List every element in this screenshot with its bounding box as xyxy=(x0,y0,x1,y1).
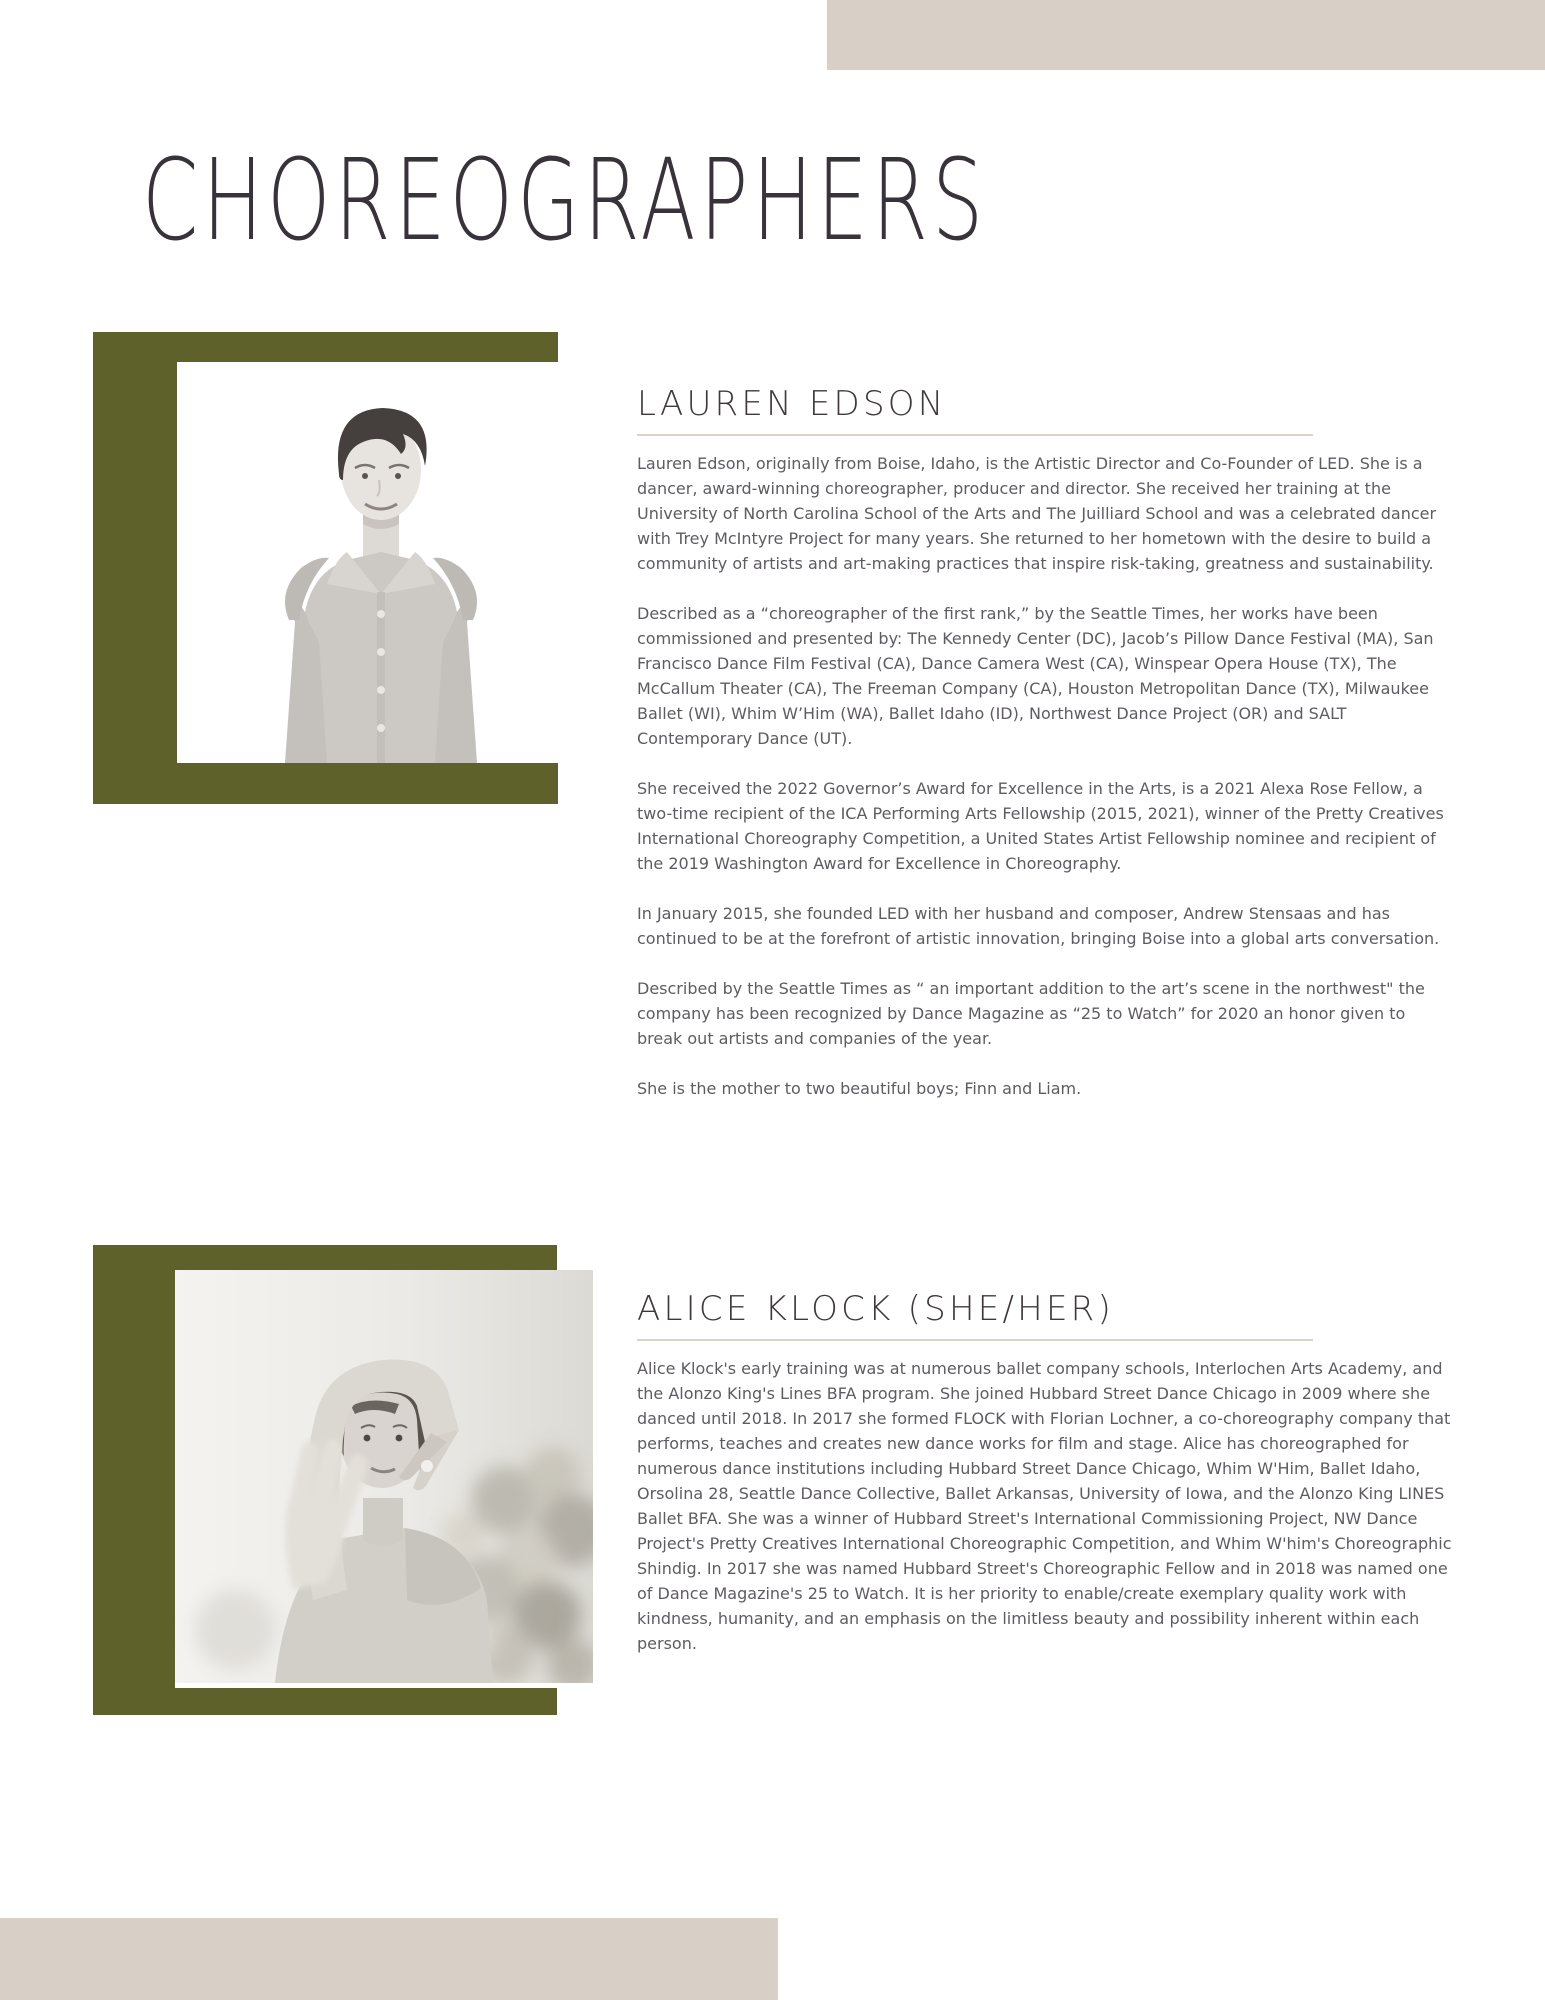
bio-heading-lauren-edson: LAUREN EDSON xyxy=(637,384,947,424)
photo-frame-alice-left-bar xyxy=(93,1245,175,1715)
alice-portrait-illustration xyxy=(175,1270,593,1683)
bio-heading-alice-klock: ALICE KLOCK (SHE/HER) xyxy=(637,1289,1115,1329)
page-title: CHOREOGRAPHERS xyxy=(142,136,988,266)
bio-paragraph: Described as a “choreographer of the first rank,” by the Seattle Times, her works have been commissioned and presented by: The Kennedy Center (DC), Jacob’s Pillow Dance Festival (MA), San Francisco Dance Film Festival (CA), Dance Camera West (CA), Winspear Opera House (TX), The McCallum Theater (CA), The Freeman Company (CA), Houston Metropolitan Dance (TX), Milwaukee Ballet (WI), Whim W’Him (WA), Ballet Idaho (ID), Northwest Dance Project (OR) and SALT Contemporary Dance (UT). xyxy=(637,604,1434,749)
photo-frame-alice-top-bar xyxy=(93,1245,557,1270)
portrait-photo-lauren-edson xyxy=(177,362,545,763)
bio-paragraph: She received the 2022 Governor’s Award for Excellence in the Arts, is a 2021 Alexa Rose Fellow, a two-time recipient of the ICA Performing Arts Fellowship (2015, 2021), winner of the Pretty Creatives International Choreography Competition, a United States Artist Fellowship nominee and recipient of the 2019 Washington Award for Excellence in Choreography. xyxy=(637,779,1444,874)
bio-paragraph: Alice Klock's early training was at numerous ballet company schools, Interlochen Arts Academy, and the Alonzo King's Lines BFA program. She joined Hubbard Street Dance Chicago in 2009 where she danced until 2018. In 2017 she formed FLOCK with Florian Lochner, a co-choreography company that performs, teaches and creates new dance works for film and stage. Alice has choreographed for numerous dance institutions including Hubbard Street Dance Chicago, Whim W'Him, Ballet Idaho, Orsolina 28, Seattle Dance Collective, Ballet Arkansas, University of Iowa, and the Alonzo King LINES Ballet BFA. She was a winner of Hubbard Street's International Commissioning Project, NW Dance Project's Pretty Creatives International Choreographic Competition, and Whim W'him's Choreographic Shindig. In 2017 she was named Hubbard Street's Choreographic Fellow and in 2018 was named one of Dance Magazine's 25 to Watch. It is her priority to enable/create exemplary quality work with kindness, humanity, and an emphasis on the limitless beauty and possibility inherent within each person. xyxy=(637,1359,1452,1654)
bottom-left-accent-block xyxy=(0,1918,778,2000)
bio-section-alice-klock xyxy=(637,1291,1455,1656)
bio-text-alice-klock xyxy=(637,1356,1455,1656)
bio-text-lauren-edson xyxy=(637,451,1455,1101)
portrait-photo-alice-klock xyxy=(175,1270,593,1683)
bio-paragraph: Lauren Edson, originally from Boise, Idaho, is the Artistic Director and Co-Founder of LED. She is a dancer, award-winning choreographer, producer and director. She received her training at the University of North Carolina School of the Arts and The Juilliard School and was a celebrated dancer with Trey McIntyre Project for many years. She returned to her hometown with the desire to build a community of artists and art-making practices that inspire risk-taking, greatness and sustainability. xyxy=(637,454,1437,574)
heading-rule xyxy=(637,1339,1313,1341)
photo-frame-lauren-left-bar xyxy=(93,332,177,804)
bio-paragraph: She is the mother to two beautiful boys; Finn and Liam. xyxy=(637,1079,1082,1099)
bio-paragraph: In January 2015, she founded LED with her husband and composer, Andrew Stensaas and has continued to be at the forefront of artistic innovation, bringing Boise into a global arts conversation. xyxy=(637,904,1440,949)
heading-rule xyxy=(637,434,1313,436)
top-right-accent-block xyxy=(827,0,1545,70)
photo-frame-lauren-bottom-bar xyxy=(93,763,558,804)
bio-paragraph: Described by the Seattle Times as “ an important addition to the art’s scene in the northwest" the company has been recognized by Dance Magazine as “25 to Watch” for 2020 an honor given to break out artists and companies of the year. xyxy=(637,979,1425,1049)
bio-section-lauren-edson xyxy=(637,386,1455,1101)
photo-frame-lauren-top-bar xyxy=(93,332,558,362)
lauren-portrait-illustration xyxy=(177,362,545,763)
photo-frame-alice-bottom-bar xyxy=(93,1688,557,1715)
